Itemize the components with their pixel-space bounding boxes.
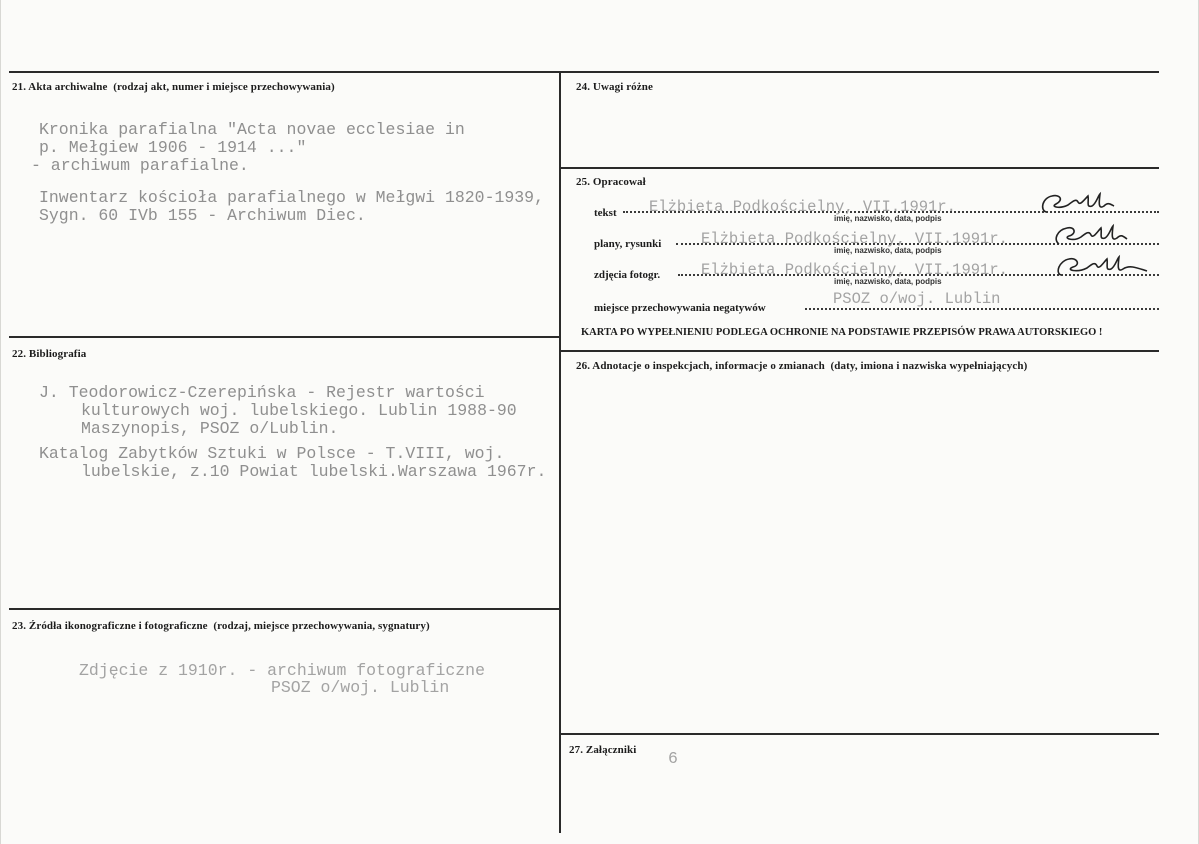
photos-author-caption: imię, nazwisko, data, podpis: [834, 277, 942, 286]
rule-26-27: [560, 733, 1159, 735]
rule-24-25: [560, 167, 1159, 169]
section-27-heading: 27. Załączniki: [569, 744, 637, 756]
section-25-heading: 25. Opracował: [576, 176, 646, 188]
copyright-notice: KARTA PO WYPEŁNIENIU PODLEGA OCHRONIE NA PODSTAWIE PRZEPISÓW PRAWA AUTORSKIEGO !: [581, 327, 1103, 338]
bibliography-line-2: kulturowych woj. lubelskiego. Lublin 1988-90: [81, 401, 517, 420]
negatives-label: miejsce przechowywania negatywów: [594, 302, 766, 314]
plans-author-label: plany, rysunki: [594, 238, 662, 250]
archive-line-2: p. Mełgiew 1906 - 1914 ...": [39, 138, 307, 157]
bibliography-line-3: Maszynopis, PSOZ o/Lublin.: [81, 419, 339, 438]
text-author-signature: [1036, 190, 1120, 216]
bibliography-line-4: Katalog Zabytków Sztuki w Polsce - T.VIII, woj.: [39, 444, 505, 463]
photos-author-label: zdjęcia fotogr.: [594, 269, 661, 281]
text-author-caption: imię, nazwisko, data, podpis: [834, 214, 942, 223]
rule-22-23: [9, 608, 560, 610]
photos-author-value: Elżbieta Podkościelny, VII.1991r.: [701, 261, 1008, 279]
section-22-heading: 22. Bibliografia: [12, 348, 87, 360]
rule-21-22: [9, 336, 560, 338]
plans-author-caption: imię, nazwisko, data, podpis: [834, 246, 942, 255]
top-rule: [9, 71, 1159, 73]
rule-25-26: [560, 350, 1159, 352]
iconography-line-1: Zdjęcie z 1910r. - archiwum fotograficzne: [79, 661, 485, 680]
photos-author-signature: [1051, 253, 1151, 279]
iconography-line-2: PSOZ o/woj. Lublin: [271, 678, 450, 697]
section-21-heading: 21. Akta archiwalne (rodzaj akt, numer i miejsce przechowywania): [12, 81, 335, 93]
section-26-heading: 26. Adnotacje o inspekcjach, informacje o zmianach (daty, imiona i nazwiska wypełniających): [576, 360, 1028, 372]
bibliography-line-5: lubelskie, z.10 Powiat lubelski.Warszawa 1967r.: [81, 462, 547, 481]
archive-line-5: Sygn. 60 IVb 155 - Archiwum Diec.: [39, 206, 366, 225]
attachments-count: 6: [668, 749, 678, 768]
plans-author-value: Elżbieta Podkościelny, VII.1991r.: [701, 230, 1008, 248]
archive-line-3: - archiwum parafialne.: [31, 156, 249, 175]
section-23-heading: 23. Źródła ikonograficzne i fotograficzne (rodzaj, miejsce przechowywania, sygnatury): [12, 620, 430, 632]
negatives-dotline: [805, 308, 1159, 310]
archive-line-4: Inwentarz kościoła parafialnego w Mełgwi 1820-1939,: [39, 188, 544, 207]
center-divider: [559, 71, 561, 833]
plans-author-signature: [1051, 222, 1135, 248]
text-author-value: Elżbieta Podkościelny, VII.1991r.: [649, 198, 956, 216]
text-author-label: tekst: [594, 207, 617, 219]
section-24-heading: 24. Uwagi różne: [576, 81, 653, 93]
archive-line-1: Kronika parafialna "Acta novae ecclesiae in: [39, 120, 465, 139]
bibliography-line-1: J. Teodorowicz-Czerepińska - Rejestr wartości: [39, 383, 485, 402]
negatives-value: PSOZ o/woj. Lublin: [833, 290, 1001, 308]
